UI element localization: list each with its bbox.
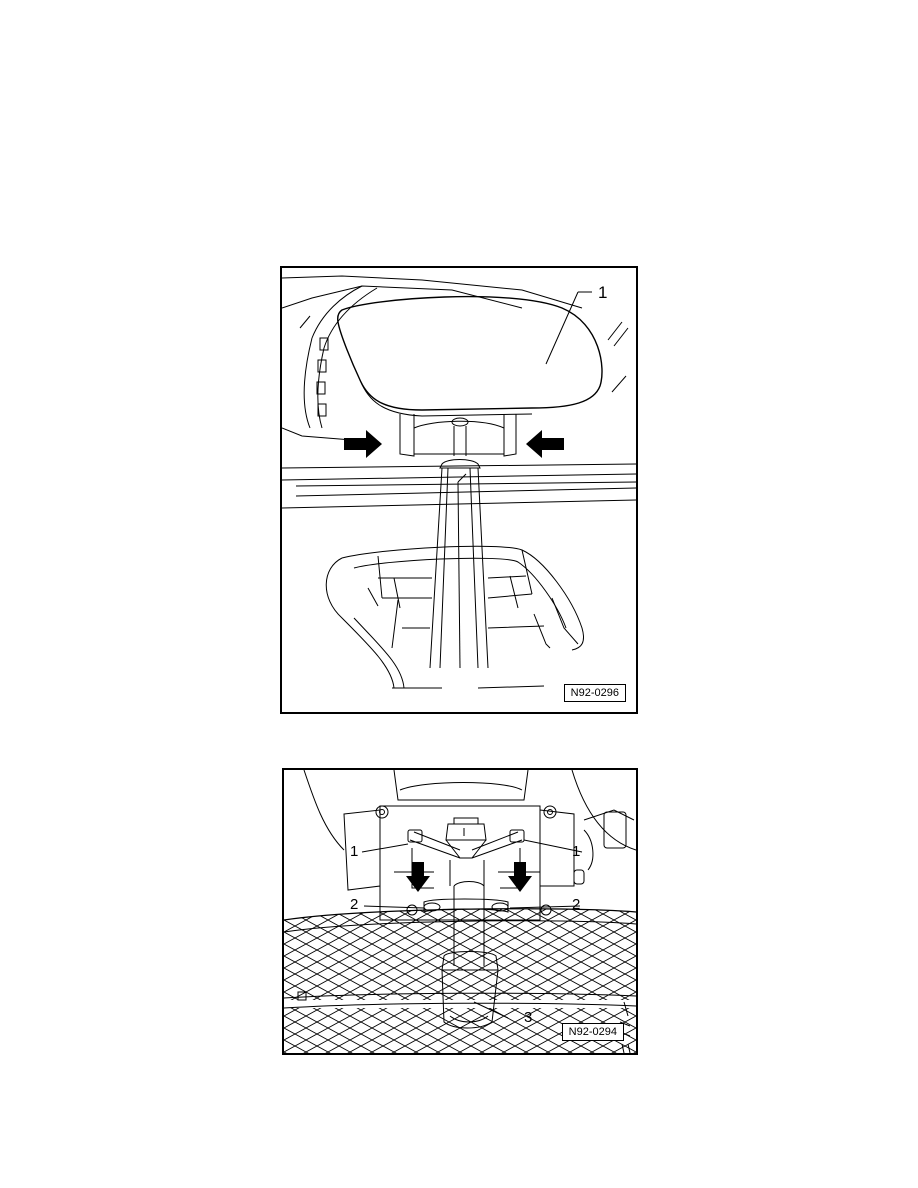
nozzle-removal-illustration [284,770,636,1053]
callout-clip-right: 1 [572,843,581,860]
figure-code: N92-0296 [564,684,626,702]
figure-code: N92-0294 [562,1023,624,1041]
callout-cap: 1 [598,283,608,302]
callout-ring-right: 2 [572,896,581,913]
callout-clip-left: 1 [350,843,359,860]
figure-nozzle-removal [282,768,638,1055]
nozzle-cover-illustration [282,268,636,712]
callout-ring-left: 2 [350,896,359,913]
callout-nozzle: 3 [524,1009,533,1026]
figure-nozzle-cover [280,266,638,714]
